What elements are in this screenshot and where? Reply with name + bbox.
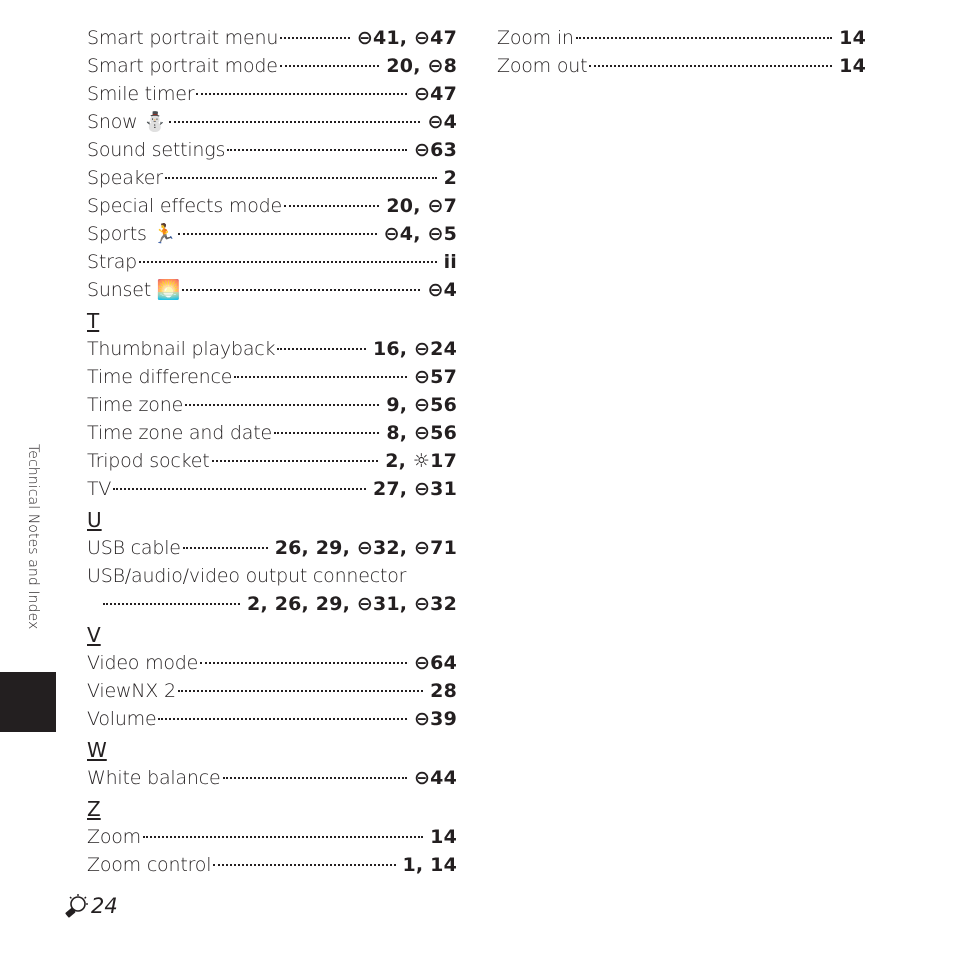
- index-term: Smile timer: [87, 83, 195, 105]
- dot-leader: [223, 777, 408, 779]
- index-term: Sunset 🌅: [87, 279, 181, 301]
- index-term: Strap: [87, 251, 138, 273]
- index-page-refs: 14: [839, 27, 866, 49]
- index-entry-tv: [87, 475, 457, 503]
- index-page-refs: 9, ⊖56: [386, 394, 457, 416]
- index-page-refs: ⊖4, ⊖5: [383, 223, 457, 245]
- index-entry-sports: [87, 220, 457, 248]
- index-entry-sunset: [87, 276, 457, 304]
- index-term: Smart portrait mode: [87, 55, 278, 77]
- index-page-refs: ⊖64: [414, 652, 457, 674]
- dot-leader: [165, 177, 437, 179]
- index-entry-smart-portrait-mode: [87, 52, 457, 80]
- index-entry-time-difference: [87, 363, 457, 391]
- dot-leader: [280, 37, 350, 39]
- dot-leader: [213, 864, 395, 866]
- dot-leader: [227, 149, 407, 151]
- index-page-refs: ⊖4: [427, 279, 457, 301]
- index-letter-heading-w: W: [87, 738, 107, 762]
- index-entry-speaker: [87, 164, 457, 192]
- index-entry-strap: [87, 248, 457, 276]
- index-page-refs: ⊖4: [427, 111, 457, 133]
- index-term: Zoom: [87, 826, 141, 848]
- dot-leader: [196, 93, 407, 95]
- index-page-refs: ⊖41, ⊖47: [356, 27, 457, 49]
- dot-leader: [274, 432, 379, 434]
- dot-leader: [143, 836, 423, 838]
- index-term: Time zone: [87, 394, 184, 416]
- technical-notes-icon: [63, 893, 89, 919]
- index-page-refs: 14: [839, 55, 866, 77]
- index-letter-heading-t: T: [87, 309, 100, 333]
- index-term: Speaker: [87, 167, 163, 189]
- dot-leader: [280, 65, 380, 67]
- dot-leader: [183, 547, 268, 549]
- index-term: Special effects mode: [87, 195, 282, 217]
- index-entry-zoom-out: [497, 52, 866, 80]
- index-page-refs: ⊖39: [414, 708, 457, 730]
- index-page-refs: ii: [443, 251, 457, 273]
- index-letter-heading-v: V: [87, 623, 101, 647]
- index-entry-snow: [87, 108, 457, 136]
- index-column-left: [87, 24, 457, 879]
- index-term: Snow ⛄: [87, 111, 167, 133]
- index-term: Time zone and date: [87, 422, 272, 444]
- dot-leader: [169, 121, 421, 123]
- dot-leader: [139, 261, 437, 263]
- index-page-refs: 2, ☼17: [385, 450, 457, 472]
- index-entry-time-zone: [87, 391, 457, 419]
- index-page-refs: 28: [430, 680, 457, 702]
- index-entry-usb-cable: [87, 534, 457, 562]
- index-term: Zoom control: [87, 854, 212, 876]
- page-number: [63, 893, 118, 919]
- index-page-refs: ⊖63: [414, 139, 457, 161]
- index-entry-sound-settings: [87, 136, 457, 164]
- index-entry-viewnx-2: [87, 677, 457, 705]
- index-letter-heading-z: Z: [87, 797, 101, 821]
- dot-leader: [284, 205, 379, 207]
- index-term: Video mode: [87, 652, 199, 674]
- dot-leader: [178, 690, 423, 692]
- dot-leader: [212, 460, 379, 462]
- index-page-refs: 2: [443, 167, 457, 189]
- index-page-refs: 27, ⊖31: [372, 478, 457, 500]
- index-entry-time-zone-and-date: [87, 419, 457, 447]
- index-page-refs: ⊖47: [414, 83, 457, 105]
- index-entry-zoom-control: [87, 851, 457, 879]
- index-page-refs: ⊖44: [414, 767, 457, 789]
- index-entry-zoom: [87, 823, 457, 851]
- section-tab-label: Technical Notes and Index: [25, 444, 41, 630]
- dot-leader: [113, 488, 366, 490]
- index-term: Sports 🏃: [87, 223, 177, 245]
- index-letter-heading-u: U: [87, 508, 102, 532]
- page-number-text: 24: [91, 894, 118, 918]
- dot-leader: [589, 65, 832, 67]
- dot-leader: [103, 603, 240, 605]
- section-tab-marker: [0, 672, 56, 732]
- index-term: ViewNX 2: [87, 680, 176, 702]
- index-term: Thumbnail playback: [87, 338, 276, 360]
- index-page-refs: 2, 26, 29, ⊖31, ⊖32: [247, 593, 457, 615]
- index-page-refs: 16, ⊖24: [372, 338, 457, 360]
- index-term: Sound settings: [87, 139, 226, 161]
- index-entry-video-mode: [87, 649, 457, 677]
- dot-leader: [182, 289, 420, 291]
- index-entry-white-balance: [87, 764, 457, 792]
- dot-leader: [234, 376, 407, 378]
- dot-leader: [185, 404, 379, 406]
- index-page-refs: ⊖57: [414, 366, 457, 388]
- index-entry-special-effects-mode: [87, 192, 457, 220]
- index-page-refs: 26, 29, ⊖32, ⊖71: [274, 537, 457, 559]
- dot-leader: [178, 233, 377, 235]
- index-entry-zoom-in: [497, 24, 866, 52]
- index-page-refs: 14: [430, 826, 457, 848]
- index-page-refs: 20, ⊖8: [386, 55, 457, 77]
- index-page-refs: 1, 14: [402, 854, 457, 876]
- dot-leader: [200, 662, 407, 664]
- index-term: TV: [87, 478, 112, 500]
- dot-leader: [277, 348, 366, 350]
- index-entry-thumbnail-playback: [87, 335, 457, 363]
- index-term: USB cable: [87, 537, 181, 559]
- index-page-refs: 20, ⊖7: [386, 195, 457, 217]
- index-term: Zoom in: [497, 27, 574, 49]
- index-term: Zoom out: [497, 55, 588, 77]
- index-term: White balance: [87, 767, 221, 789]
- index-entry-volume: [87, 705, 457, 733]
- dot-leader: [576, 37, 832, 39]
- index-entry-smile-timer: [87, 80, 457, 108]
- dot-leader: [158, 718, 407, 720]
- index-term: Time difference: [87, 366, 233, 388]
- index-term: Tripod socket: [87, 450, 210, 472]
- index-term: Volume: [87, 708, 157, 730]
- index-entry-usb-audio-video-output-connector: [87, 562, 457, 618]
- index-column-right: [497, 24, 866, 80]
- index-entry-tripod-socket: [87, 447, 457, 475]
- index-entry-smart-portrait-menu: [87, 24, 457, 52]
- index-page-refs: 8, ⊖56: [386, 422, 457, 444]
- index-term: Smart portrait menu: [87, 27, 279, 49]
- index-term: USB/audio/video output connector: [87, 565, 407, 587]
